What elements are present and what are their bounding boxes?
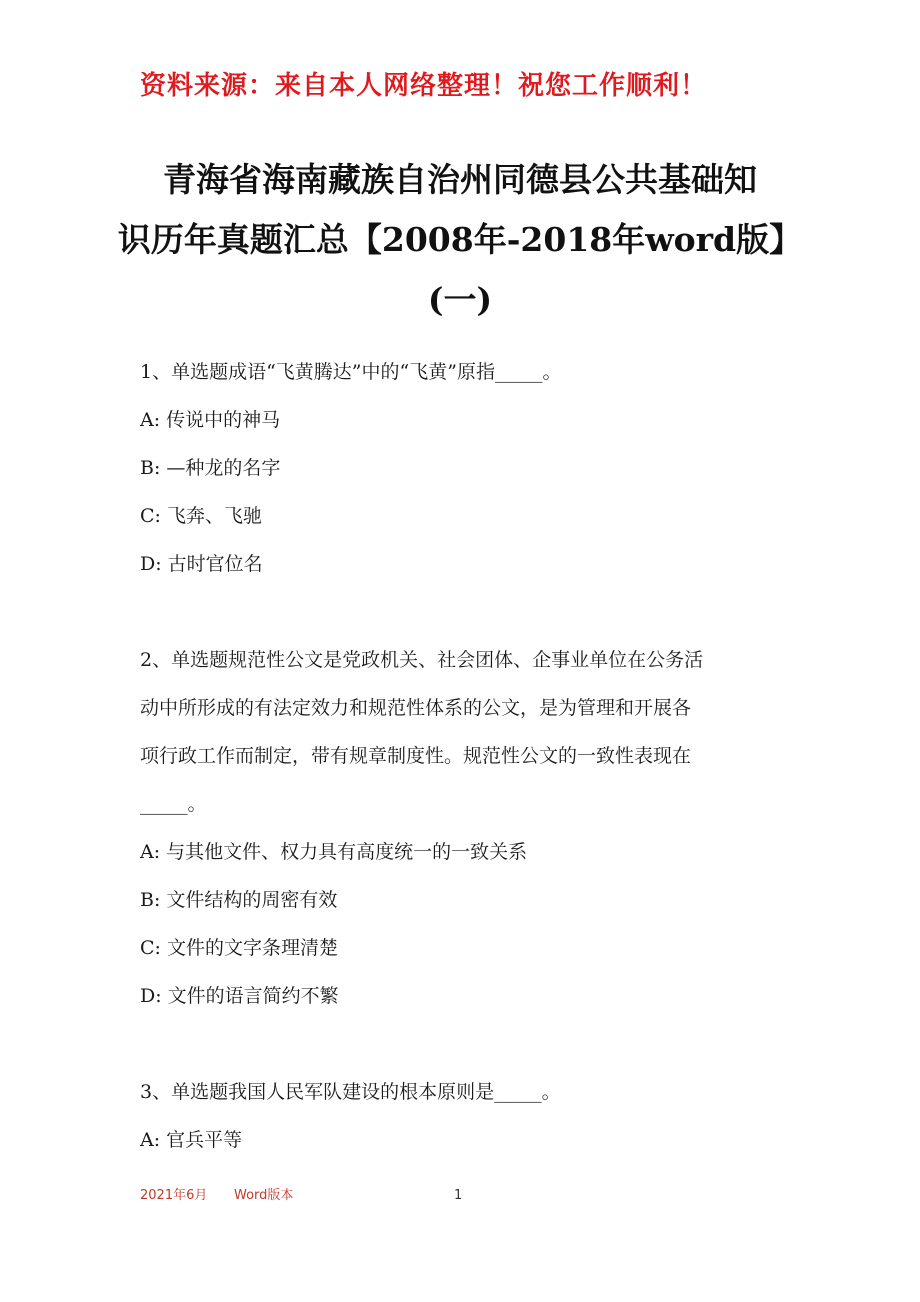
footer-date: 2021年6月 <box>140 1188 208 1203</box>
question-line: 2、单选题规范性公文是党政机关、社会团体、企事业单位在公务活 <box>140 649 704 671</box>
option-a: A: 与其他文件、权力具有高度统一的一致关系 <box>140 841 528 863</box>
question-text <box>140 636 790 828</box>
question-3 <box>140 1068 790 1164</box>
title-line: (一) <box>427 280 493 319</box>
question-text <box>140 348 790 396</box>
question-line: 3、单选题我国人民军队建设的根本原则是_____。 <box>140 1081 561 1103</box>
question-line: 动中所形成的有法定效力和规范性体系的公文，是为管理和开展各 <box>140 697 692 719</box>
option-a: A: 官兵平等 <box>140 1129 243 1151</box>
title-line: 识历年真题汇总【2008年-2018年word版】 <box>117 220 803 259</box>
option-d: D: 文件的语言简约不繁 <box>140 985 339 1007</box>
footer-version: Word版本 <box>234 1188 294 1203</box>
option-c: C: 飞奔、飞驰 <box>140 505 262 527</box>
option-b: B: —种龙的名字 <box>140 457 281 479</box>
question-2 <box>140 636 790 1020</box>
option-c: C: 文件的文字条理清楚 <box>140 937 338 959</box>
page-number: 1 <box>454 1188 463 1203</box>
question-line: 1、单选题成语“飞黄腾达”中的“飞黄”原指_____。 <box>140 361 562 383</box>
question-line: _____。 <box>140 793 207 815</box>
question-line: 项行政工作而制定，带有规章制度性。规范性公文的一致性表现在 <box>140 745 692 767</box>
title-line: 青海省海南藏族自治州同德县公共基础知 <box>163 160 757 199</box>
question-list <box>140 348 790 1212</box>
option-d: D: 古时官位名 <box>140 553 263 575</box>
question-text <box>140 1068 790 1116</box>
option-a: A: 传说中的神马 <box>140 409 281 431</box>
source-note: 资料来源：来自本人网络整理！祝您工作顺利！ <box>140 71 708 101</box>
document-title <box>110 150 810 330</box>
option-b: B: 文件结构的周密有效 <box>140 889 338 911</box>
question-1 <box>140 348 790 588</box>
